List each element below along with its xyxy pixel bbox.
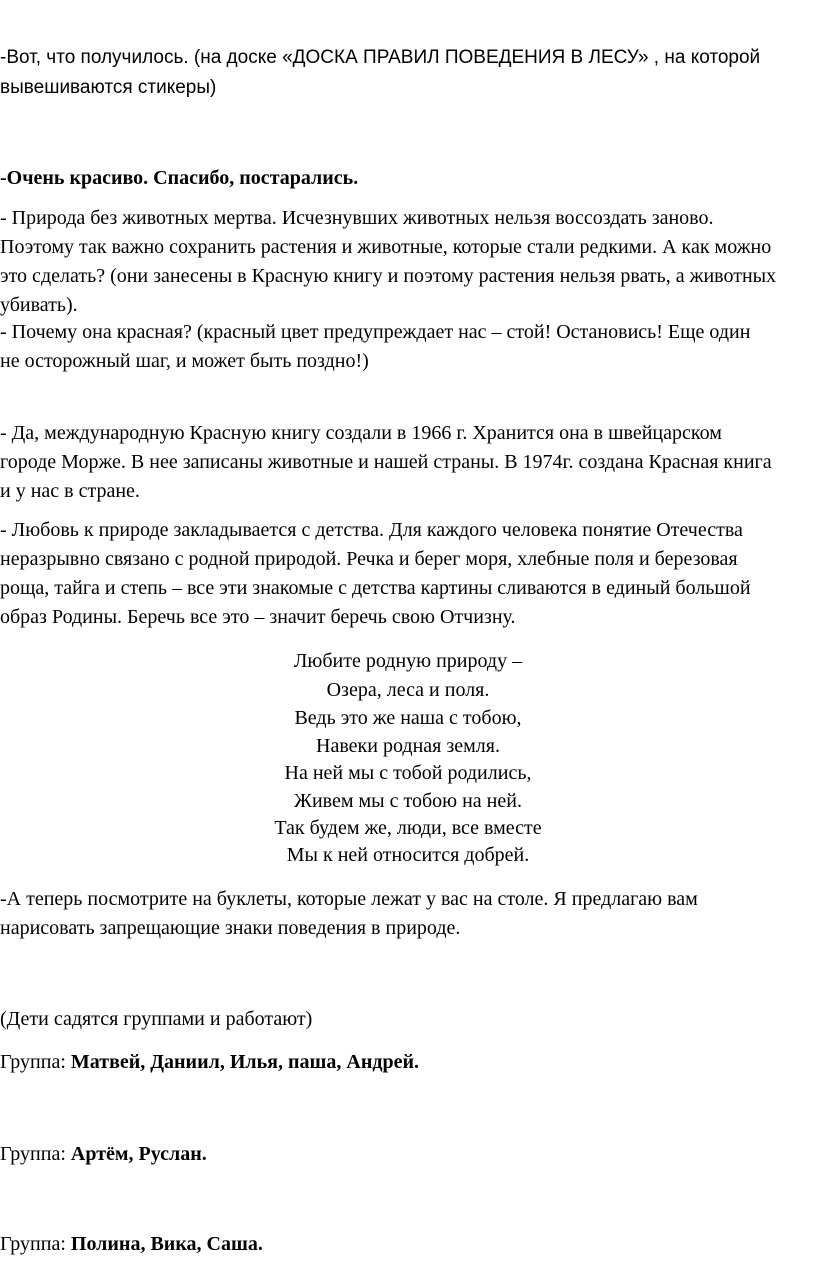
poem-line-3: Ведь это же наша с тобою, <box>294 707 522 729</box>
para-booklets-line-2: нарисовать запрещающие знаки поведения в природе. <box>0 917 461 939</box>
para-love-line-1: - Любовь к природе закладывается с детства. Для каждого человека понятие Отечества <box>0 519 743 541</box>
para-why-red-line-2: не осторожный шаг, и может быть поздно!) <box>0 350 369 372</box>
group-1-label: Группа: <box>0 1051 71 1073</box>
poem-line-5: На ней мы с тобой родились, <box>284 762 532 784</box>
group-3 <box>0 1233 263 1256</box>
poem-line-6: Живем мы с тобою на ней. <box>294 790 522 812</box>
poem-line-1: Любите родную природу – <box>293 650 523 672</box>
group-3-label: Группа: <box>0 1233 71 1255</box>
para-love-line-4: образ Родины. Беречь все это – значит беречь свою Отчизну. <box>0 606 516 628</box>
para-book-line-1: - Да, международную Красную книгу создали в 1966 г. Хранится она в швейцарском <box>0 422 722 444</box>
para-nature-line-2: Поэтому так важно сохранить растения и животные, которые стали редкими. А как можно <box>0 236 772 258</box>
para-nature-line-4: убивать). <box>0 294 78 316</box>
praise-line: -Очень красиво. Спасибо, постарались. <box>0 167 359 189</box>
group-2-members: Артём, Руслан. <box>70 1143 207 1165</box>
group-2-label: Группа: <box>0 1143 71 1165</box>
para-book-line-2: городе Морже. В нее записаны животные и нашей страны. В 1974г. создана Красная книга <box>0 451 772 473</box>
group-1 <box>0 1051 419 1074</box>
poem-line-4: Навеки родная земля. <box>316 735 500 757</box>
group-2 <box>0 1143 207 1166</box>
poem-line-2: Озера, леса и поля. <box>326 679 490 701</box>
para-book-line-3: и у нас в стране. <box>0 480 140 502</box>
para-love-line-3: роща, тайга и степь – все эти знакомые с детства картины сливаются в единый большой <box>0 577 751 599</box>
group-1-members: Матвей, Даниил, Илья, паша, Андрей. <box>70 1051 420 1073</box>
para-nature-line-1: - Природа без животных мертва. Исчезнувших животных нельзя воссоздать заново. <box>0 207 714 229</box>
groups-note: (Дети садятся группами и работают) <box>0 1008 313 1030</box>
para-love-line-2: неразрывно связано с родной природой. Речка и берег моря, хлебные поля и березовая <box>0 548 738 570</box>
poem-line-7: Так будем же, люди, все вместе <box>274 817 542 839</box>
para-nature-line-3: это сделать? (они занесены в Красную книгу и поэтому растения нельзя рвать, а животных <box>0 265 777 287</box>
poem-line-8: Мы к ней относится добрей. <box>286 844 530 866</box>
para-why-red-line-1: - Почему она красная? (красный цвет предупреждает нас – стой! Остановись! Еще один <box>0 321 751 343</box>
para-booklets-line-1: -А теперь посмотрите на буклеты, которые лежат у вас на столе. Я предлагаю вам <box>0 888 698 910</box>
group-3-members: Полина, Вика, Саша. <box>70 1233 263 1255</box>
intro-line-2: вывешиваются стикеры) <box>0 77 217 98</box>
intro-line-1: -Вот, что получилось. (на доске «ДОСКА ПРАВИЛ ПОВЕДЕНИЯ В ЛЕСУ» , на которой <box>0 47 761 68</box>
